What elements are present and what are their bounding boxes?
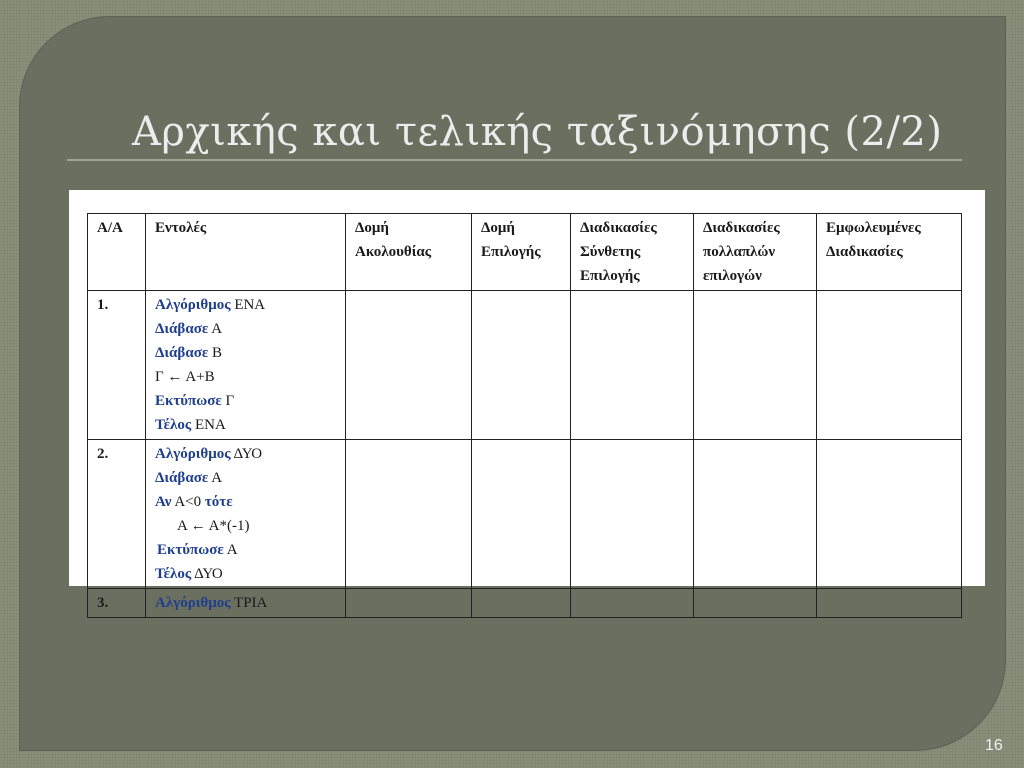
column-header-line: Α/Α — [97, 220, 123, 236]
column-header-line: Επιλογής — [580, 268, 640, 284]
column-header-line: Σύνθετης — [580, 244, 641, 260]
command-text: ΤΡΙΑ — [230, 595, 268, 611]
empty-cell — [472, 291, 571, 440]
empty-cell — [817, 291, 962, 440]
empty-cell — [346, 291, 472, 440]
column-header-line: επιλογών — [703, 268, 762, 284]
empty-cell — [694, 589, 817, 618]
command-keyword: Διάβασε — [155, 321, 209, 337]
command-text: Α — [223, 542, 238, 558]
column-header — [571, 214, 694, 291]
empty-cell — [817, 589, 962, 618]
command-line — [155, 490, 336, 514]
command-line — [155, 562, 336, 586]
command-keyword: Αλγόριθμος — [155, 595, 231, 611]
document-image — [69, 190, 985, 611]
column-header-line: Ακολουθίας — [355, 244, 432, 260]
command-text: Α — [208, 470, 223, 486]
command-line — [155, 365, 336, 389]
column-header-line: Διαδικασίες — [826, 244, 903, 260]
command-text: ΕΝΑ — [230, 297, 266, 313]
command-keyword: Διάβασε — [155, 345, 209, 361]
column-header-line: Επιλογής — [481, 244, 541, 260]
command-keyword: Αλγόριθμος — [155, 446, 231, 462]
commands-cell — [146, 589, 346, 618]
command-keyword: Διάβασε — [155, 470, 209, 486]
command-keyword: Εκτύπωσε — [157, 542, 224, 558]
row-number: 1. — [88, 291, 146, 440]
slide-title: Αρχικής και τελικής ταξινόμησης (2/2) — [132, 109, 943, 155]
empty-cell — [472, 440, 571, 589]
commands-cell — [146, 291, 346, 440]
command-line — [155, 591, 336, 615]
empty-cell — [571, 589, 694, 618]
table-row — [88, 291, 962, 440]
empty-cell — [571, 440, 694, 589]
column-header-line: Διαδικασίες — [580, 220, 657, 236]
column-header — [817, 214, 962, 291]
empty-cell — [571, 291, 694, 440]
command-text: ΔΥΟ — [191, 566, 223, 582]
column-header — [472, 214, 571, 291]
empty-cell — [694, 291, 817, 440]
table-header-row — [88, 214, 962, 291]
command-keyword: Αν — [155, 494, 172, 510]
command-line — [155, 341, 336, 365]
command-text: Γ — [221, 393, 235, 409]
command-keyword: Εκτύπωσε — [155, 393, 222, 409]
command-line — [155, 466, 336, 490]
command-keyword: Τέλος — [155, 566, 192, 582]
command-text: ΔΥΟ — [230, 446, 263, 462]
command-keyword: Τέλος — [155, 417, 192, 433]
table-row — [88, 440, 962, 589]
command-line — [155, 538, 336, 562]
command-text: Α ← Α*(-1) — [177, 518, 250, 534]
empty-cell — [346, 440, 472, 589]
empty-cell — [346, 589, 472, 618]
column-header — [694, 214, 817, 291]
table-row — [88, 589, 962, 618]
empty-cell — [472, 589, 571, 618]
row-number: 3. — [88, 589, 146, 618]
command-line — [155, 389, 336, 413]
column-header-line: πολλαπλών — [703, 244, 776, 260]
command-text: ΕΝΑ — [191, 417, 226, 433]
column-header-line: Εντολές — [155, 220, 207, 236]
column-header — [146, 214, 346, 291]
command-text: Α — [208, 321, 223, 337]
command-line — [155, 442, 336, 466]
command-keyword: Αλγόριθμος — [155, 297, 231, 313]
empty-cell — [694, 440, 817, 589]
page-number: 16 — [985, 737, 1003, 754]
command-keyword: τότε — [204, 494, 233, 510]
commands-cell — [146, 440, 346, 589]
column-header-line: Διαδικασίες — [703, 220, 780, 236]
command-text: Β — [208, 345, 223, 361]
row-number: 2. — [88, 440, 146, 589]
command-text: Γ ← Α+Β — [155, 369, 215, 385]
column-header-line: Δομή — [355, 220, 389, 236]
column-header-line: Εμφωλευμένες — [826, 220, 921, 236]
command-line — [155, 293, 336, 317]
column-header-line: Δομή — [481, 220, 515, 236]
column-header — [88, 214, 146, 291]
command-text: Α<0 — [171, 494, 205, 510]
algorithm-table — [87, 213, 962, 618]
title-divider — [67, 159, 962, 161]
command-line — [155, 317, 336, 341]
command-line — [155, 514, 336, 538]
column-header — [346, 214, 472, 291]
command-line — [155, 413, 336, 437]
empty-cell — [817, 440, 962, 589]
table-body — [88, 291, 962, 618]
